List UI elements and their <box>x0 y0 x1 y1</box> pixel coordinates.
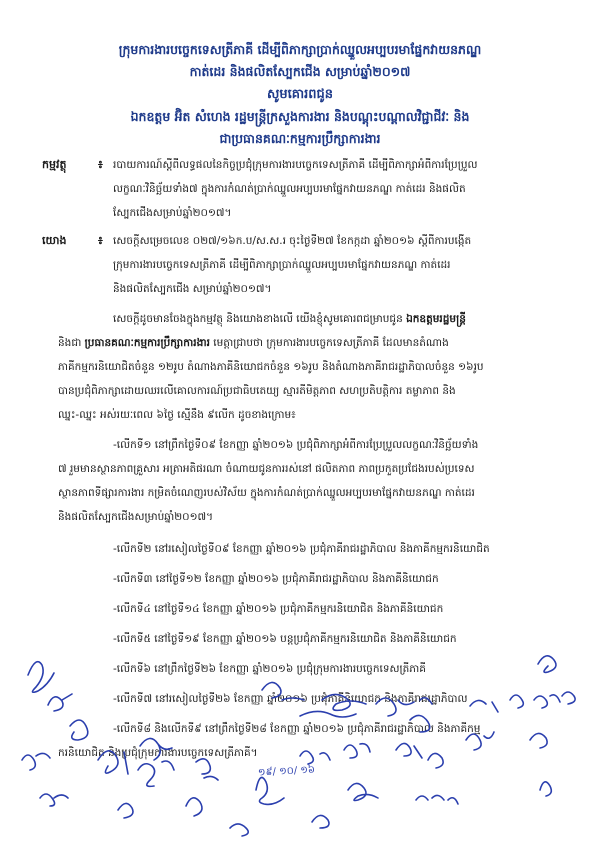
session-1-line-4: និងផលិតស្បែកជើងសម្រាប់ឆ្នាំ២០១៧។ <box>58 511 214 523</box>
subject-line-1: របាយការណ៍ស្តីពីលទ្ធផលនៃកិច្ចប្រជុំក្រុមការងារបច្ចេកទេសត្រីភាគី ដើម្បីពិភាក្សាអំពីការប្រែប្រួល <box>113 159 478 171</box>
signature-32 <box>540 782 551 796</box>
session-1-line-2: ៧ រួមមានស្ថានភាពគ្រួសារ អត្រាអតិផរណា ចំណាយជូនការរស់នៅ ផលិតភាព ភាពប្រកួតប្រជែងរបស់ប្រទេស <box>58 463 475 475</box>
signature-15 <box>322 694 366 710</box>
header-line-1: ក្រុមការងារបច្ចេកទេសត្រីភាគី ដើម្បីពិភាក្សាប្រាក់ឈ្នួលអប្បបរមាផ្នែកវាយនភណ្ឌ <box>118 42 482 57</box>
reference-line-2: ក្រុមការងារបច្ចេកទេសត្រីភាគី ដើម្បីពិភាក្សាប្រាក់ឈ្នួលអប្បបរមាផ្នែកវាយនភណ្ឌ កាត់ដេរ <box>113 259 451 271</box>
signature-10 <box>118 803 133 818</box>
session-1-line-3: ស្ថានភាពទីផ្សារការងារ កម្រិតចំណេញរបស់វិស័យ ក្នុងការកំណត់ប្រាក់ឈ្នួលអប្បបរមាផ្នែកវាយនភណ្ឌ កាត់ដេរ <box>58 487 475 499</box>
session-5: -លើកទី៥ នៅថ្ងៃទី១៩ ខែកញ្ញា ឆ្នាំ២០១៦ បន្តប្រជុំភាគីកម្មករនិយោជិត និងភាគីនិយោជក <box>113 633 457 645</box>
signature-5 <box>40 794 68 806</box>
session-1-line-1: -លើកទី១ នៅព្រឹកថ្ងៃទី០៩ ខែកញ្ញា ឆ្នាំ២០១៦ ប្រជុំពិភាក្សាអំពីការប្រែប្រួលលក្ខណៈវិនិច្ឆ័យទាំង <box>113 439 479 451</box>
signature-11 <box>186 798 202 816</box>
signature-23 <box>416 795 458 804</box>
session-6: -លើកទី៦ នៅព្រឹកថ្ងៃទី២៦ ខែកញ្ញា ឆ្នាំ២០១៦ ប្រជុំក្រុមការងារបច្ចេកទេសត្រីភាគី <box>113 663 426 675</box>
signature-17 <box>300 751 330 764</box>
body-paragraph-line-4: បានប្រជុំពិភាក្សាដោយឈរលើគោលការណ៍ប្រជាធិបតេយ្យ ស្មារតីមិត្តភាព សហប្រតិបត្តិការ តម្លាភាព និង <box>58 385 456 397</box>
handwritten-date: ១៩/ ១០/ ១៦ <box>257 764 316 779</box>
signature-7 <box>140 738 172 760</box>
session-8-line-2: ករនិយោជិត និងប្រជុំក្រុមការងារបច្ចេកទេសត្រីភាគី។ <box>58 747 258 759</box>
body-paragraph-line-5: ឈ្នះ-ឈ្នះ អស់រយៈពេល ៦ថ្ងៃ ស្មើនឹង ៩លើក ដូចខាងក្រោម៖ <box>58 409 296 421</box>
body-paragraph-line-3: ភាគីកម្មករនិយោជិតចំនួន ១២រូប តំណាងភាគីនិយោជកចំនួន ១៦រូប និងតំណាងភាគីរាជរដ្ឋាភិបាលចំនួន ១៦រូប <box>58 361 484 373</box>
session-4: -លើកទី៤ នៅថ្ងៃទី១៤ ខែកញ្ញា ឆ្នាំ២០១៦ ប្រជុំភាគីកម្មករនិយោជិត និងភាគីនិយោជក <box>113 603 444 615</box>
signature-4 <box>22 753 50 770</box>
subject-colon: ៖ <box>98 158 103 171</box>
signature-29 <box>534 695 560 708</box>
session-2: -លើកទី២ នៅរសៀលថ្ងៃទី០៩ ខែកញ្ញា ឆ្នាំ២០១៦ ប្រជុំភាគីរាជរដ្ឋាភិបាល និងភាគីកម្មករនិយោជិត <box>113 543 490 555</box>
signature-1 <box>28 662 54 693</box>
signature-2 <box>48 694 72 711</box>
signature-21 <box>410 715 430 732</box>
body-bold-chairman: ប្រធានគណៈកម្មការប្រឹក្សាការងារ <box>84 337 210 349</box>
body-text: សេចក្តីដូចមានចែងក្នុងកម្មវត្ថុ និងយោងខាងលើ យើងខ្ញុំសូមគោរពជម្រាបជូន <box>113 313 403 325</box>
header-recipient-title: ជាប្រធានគណៈកម្មការប្រឹក្សាការងារ <box>219 131 381 146</box>
signature-12 <box>256 778 284 805</box>
signature-8 <box>138 761 174 786</box>
signature-27 <box>510 695 523 708</box>
signature-31 <box>530 733 547 748</box>
header-recipient: ឯកឧត្តម អ៊ិត សំហេង រដ្ឋមន្ត្រីក្រសួងការងារ និងបណ្តុះបណ្តាលវិជ្ជាជីវៈ និង <box>130 109 470 124</box>
subject-label: កម្មវត្ថុ <box>42 158 67 171</box>
reference-label: យោង <box>42 234 67 247</box>
body-bold-minister: ឯកឧត្តមរដ្ឋមន្ត្រី <box>406 313 466 325</box>
reference-line-1: សេចក្តីសម្រេចលេខ ០២៧/១៦ក.ប/ស.ស.រ ចុះថ្ងៃទី២៧ ខែកក្កដា ឆ្នាំ២០១៦ ស្តីពីការបង្កើត <box>113 235 472 247</box>
signature-26 <box>470 700 498 712</box>
session-3: -លើកទី៣ នៅថ្ងៃទី១២ ខែកញ្ញា ឆ្នាំ២០១៦ ប្រជុំភាគីរាជរដ្ឋាភិបាល និងភាគីនិយោជក <box>113 573 439 585</box>
header-salutation: សូមគោរពជូន <box>266 87 333 102</box>
signature-6 <box>98 751 128 774</box>
body-text: មេត្តាជ្រាបថា ក្រុមការងារបច្ចេកទេសត្រីភាគី ដែលមានតំណាង <box>213 337 449 349</box>
signature-3 <box>70 720 88 740</box>
signature-24 <box>428 753 443 768</box>
session-8-line-1: -លើកទី៨ និងលើកទី៩ នៅព្រឹកថ្ងៃទី២៨ ខែកញ្ញា ឆ្នាំ២០១៦ ប្រជុំភាគីរាជរដ្ឋាភិបាល និងភាគីកម្ម <box>113 723 481 735</box>
signature-22 <box>396 743 422 758</box>
signature-9 <box>196 759 218 780</box>
signature-14 <box>312 815 329 828</box>
signature-19 <box>348 783 378 800</box>
body-text: និងជា <box>58 337 82 349</box>
signature-18 <box>344 744 370 758</box>
session-7: -លើកទី៧ នៅរសៀលថ្ងៃទី២៦ ខែកញ្ញា ឆ្នាំ២០១៦ ប្រជុំភាគីនិយោជក និងភាគីរាជរដ្ឋាភិបាល <box>113 693 468 705</box>
subject-line-3: ស្បែកជើងសម្រាប់ឆ្នាំ២០១៧។ <box>113 207 232 219</box>
signature-13 <box>230 824 248 836</box>
reference-line-3: និងផលិតស្បែកជើង សម្រាប់ឆ្នាំ២០១៧។ <box>113 283 272 295</box>
reference-colon: ៖ <box>98 234 103 247</box>
subject-line-2: លក្ខណៈវិនិច្ឆ័យទាំង៧ ក្នុងការកំណត់ប្រាក់ឈ្នួលអប្បបរមាផ្នែកវាយនភណ្ឌ កាត់ដេរ និងផលិត <box>113 183 466 195</box>
header-line-2: កាត់ដេរ និងផលិតស្បែកជើង សម្រាប់ឆ្នាំ២០១៧ <box>189 64 411 79</box>
signature-30 <box>562 692 575 704</box>
signature-28 <box>538 656 556 673</box>
signature-25 <box>466 732 494 750</box>
signature-33 <box>262 682 304 700</box>
signature-20 <box>376 698 432 716</box>
signature-16 <box>300 711 356 717</box>
